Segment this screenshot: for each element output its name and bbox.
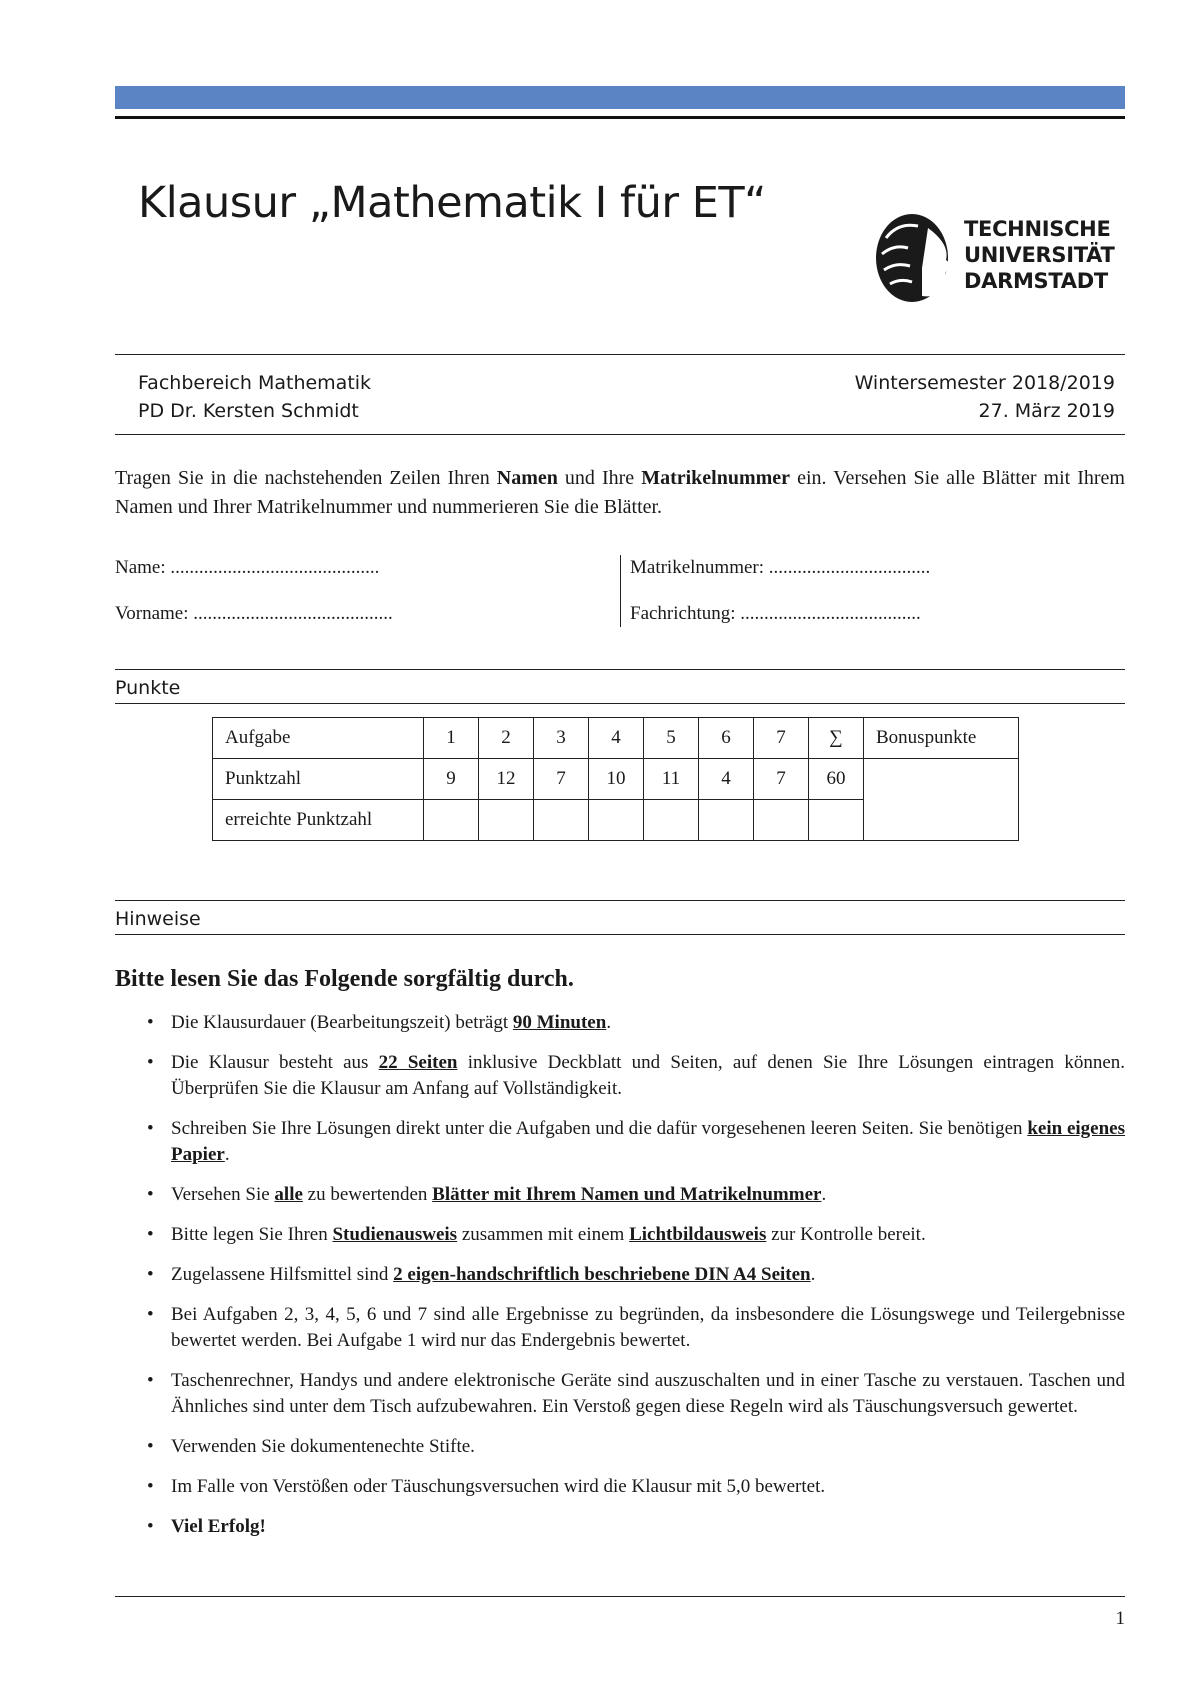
table-row: Aufgabe 1 2 3 4 5 6 7 ∑ Bonuspunkte [213,718,1019,759]
hints-section-label: Hinweise [115,908,201,930]
exam-info [855,369,1115,425]
hints-heading: Bitte lesen Sie das Folgende sorgfältig durch. [115,966,574,992]
score-cell[interactable] [479,800,534,841]
score-cell[interactable] [589,800,644,841]
score-cell[interactable] [754,800,809,841]
course-info [138,369,371,425]
field-separator [620,555,621,627]
sum-symbol: ∑ [809,718,864,759]
hints-list [115,1010,1125,1554]
row-label: Aufgabe [213,718,424,759]
divider [115,434,1125,435]
bonus-label: Bonuspunkte [864,718,1019,759]
logo-wordmark: TECHNISCHE UNIVERSITÄT DARMSTADT [964,217,1115,293]
name-field[interactable]: Name: ............................................ [115,557,380,578]
table-row: Punktzahl 9 12 7 10 11 4 7 60 [213,759,1019,800]
instructions-paragraph: Tragen Sie in die nachstehenden Zeilen Ihren Namen und Ihre Matrikelnummer ein. Versehen Sie alle Blätter mit Ihrem Namen und Ihrer Matrikelnummer und nummerieren Sie die Blätter. [115,467,1125,518]
divider [115,703,1125,704]
page-title: Klausur „Mathematik I für ET“ [138,178,766,228]
list-item: • Viel Erfolg! [147,1516,266,1537]
list-item: • Bei Aufgaben 2, 3, 4, 5, 6 und 7 sind alle Ergebnisse zu begründen, da insbesondere die Lösungswege und Teilergebnisse bewertet werden. Bei Aufgabe 1 wird nur das Endergebnis bewertet. [147,1304,1125,1351]
page-number: 1 [1115,1608,1125,1629]
bonus-input-cell[interactable] [864,759,1019,841]
list-item: • Zugelassene Hilfsmittel sind 2 eigen-handschriftlich beschriebene DIN A4 Seiten. [147,1264,816,1285]
row-label: Punktzahl [213,759,424,800]
fachrichtung-field[interactable]: Fachrichtung: ...................................... [630,603,921,624]
matrikel-field[interactable]: Matrikelnummer: .................................. [630,557,931,578]
list-item: • Schreiben Sie Ihre Lösungen direkt unter die Aufgaben und die dafür vorgesehenen leeren Seiten. Sie benötigen kein eigenes Papier. [147,1118,1126,1165]
department: Fachbereich Mathematik [138,372,372,394]
points-table [212,717,1019,841]
list-item: • Die Klausur besteht aus 22 Seiten inklusive Deckblatt und Seiten, auf denen Sie Ihre Lösungen eintragen können. Überprüfen Sie die Klausur am Anfang auf Vollständigkeit. [147,1052,1126,1099]
list-item: • Im Falle von Verstößen oder Täuschungsversuchen wird die Klausur mit 5,0 bewertet. [147,1476,826,1497]
athena-head-icon [868,208,956,308]
score-cell[interactable] [809,800,864,841]
semester: Wintersemester 2018/2019 [854,372,1115,394]
header-rule [115,116,1125,119]
exam-date: 27. März 2019 [978,400,1115,422]
university-logo [868,208,1128,308]
list-item: • Verwenden Sie dokumentenechte Stifte. [147,1436,475,1457]
row-label: erreichte Punktzahl [213,800,424,841]
score-cell[interactable] [534,800,589,841]
list-item: • Die Klausurdauer (Bearbeitungszeit) beträgt 90 Minuten. [147,1012,612,1033]
footer-rule [115,1596,1125,1597]
score-cell[interactable] [699,800,754,841]
vorname-field[interactable]: Vorname: .......................................... [115,603,393,624]
score-cell[interactable] [644,800,699,841]
list-item: • Bitte legen Sie Ihren Studienausweis zusammen mit einem Lichtbildausweis zur Kontrolle bereit. [147,1224,926,1245]
divider [115,900,1125,901]
score-cell[interactable] [424,800,479,841]
divider [115,354,1125,355]
lecturer: PD Dr. Kersten Schmidt [138,400,359,422]
divider [115,669,1125,670]
header-color-bar [115,86,1125,109]
list-item: • Taschenrechner, Handys und andere elektronische Geräte sind auszuschalten und in einer Tasche zu verstauen. Taschen und Ähnliches sind unter dem Tisch aufzubewahren. Ein Verstoß gegen diese Regeln wird als Täuschungsversuch gewertet. [147,1370,1125,1417]
divider [115,934,1125,935]
points-section-label: Punkte [115,677,181,699]
list-item: • Versehen Sie alle zu bewertenden Blätter mit Ihrem Namen und Matrikelnummer. [147,1184,827,1205]
